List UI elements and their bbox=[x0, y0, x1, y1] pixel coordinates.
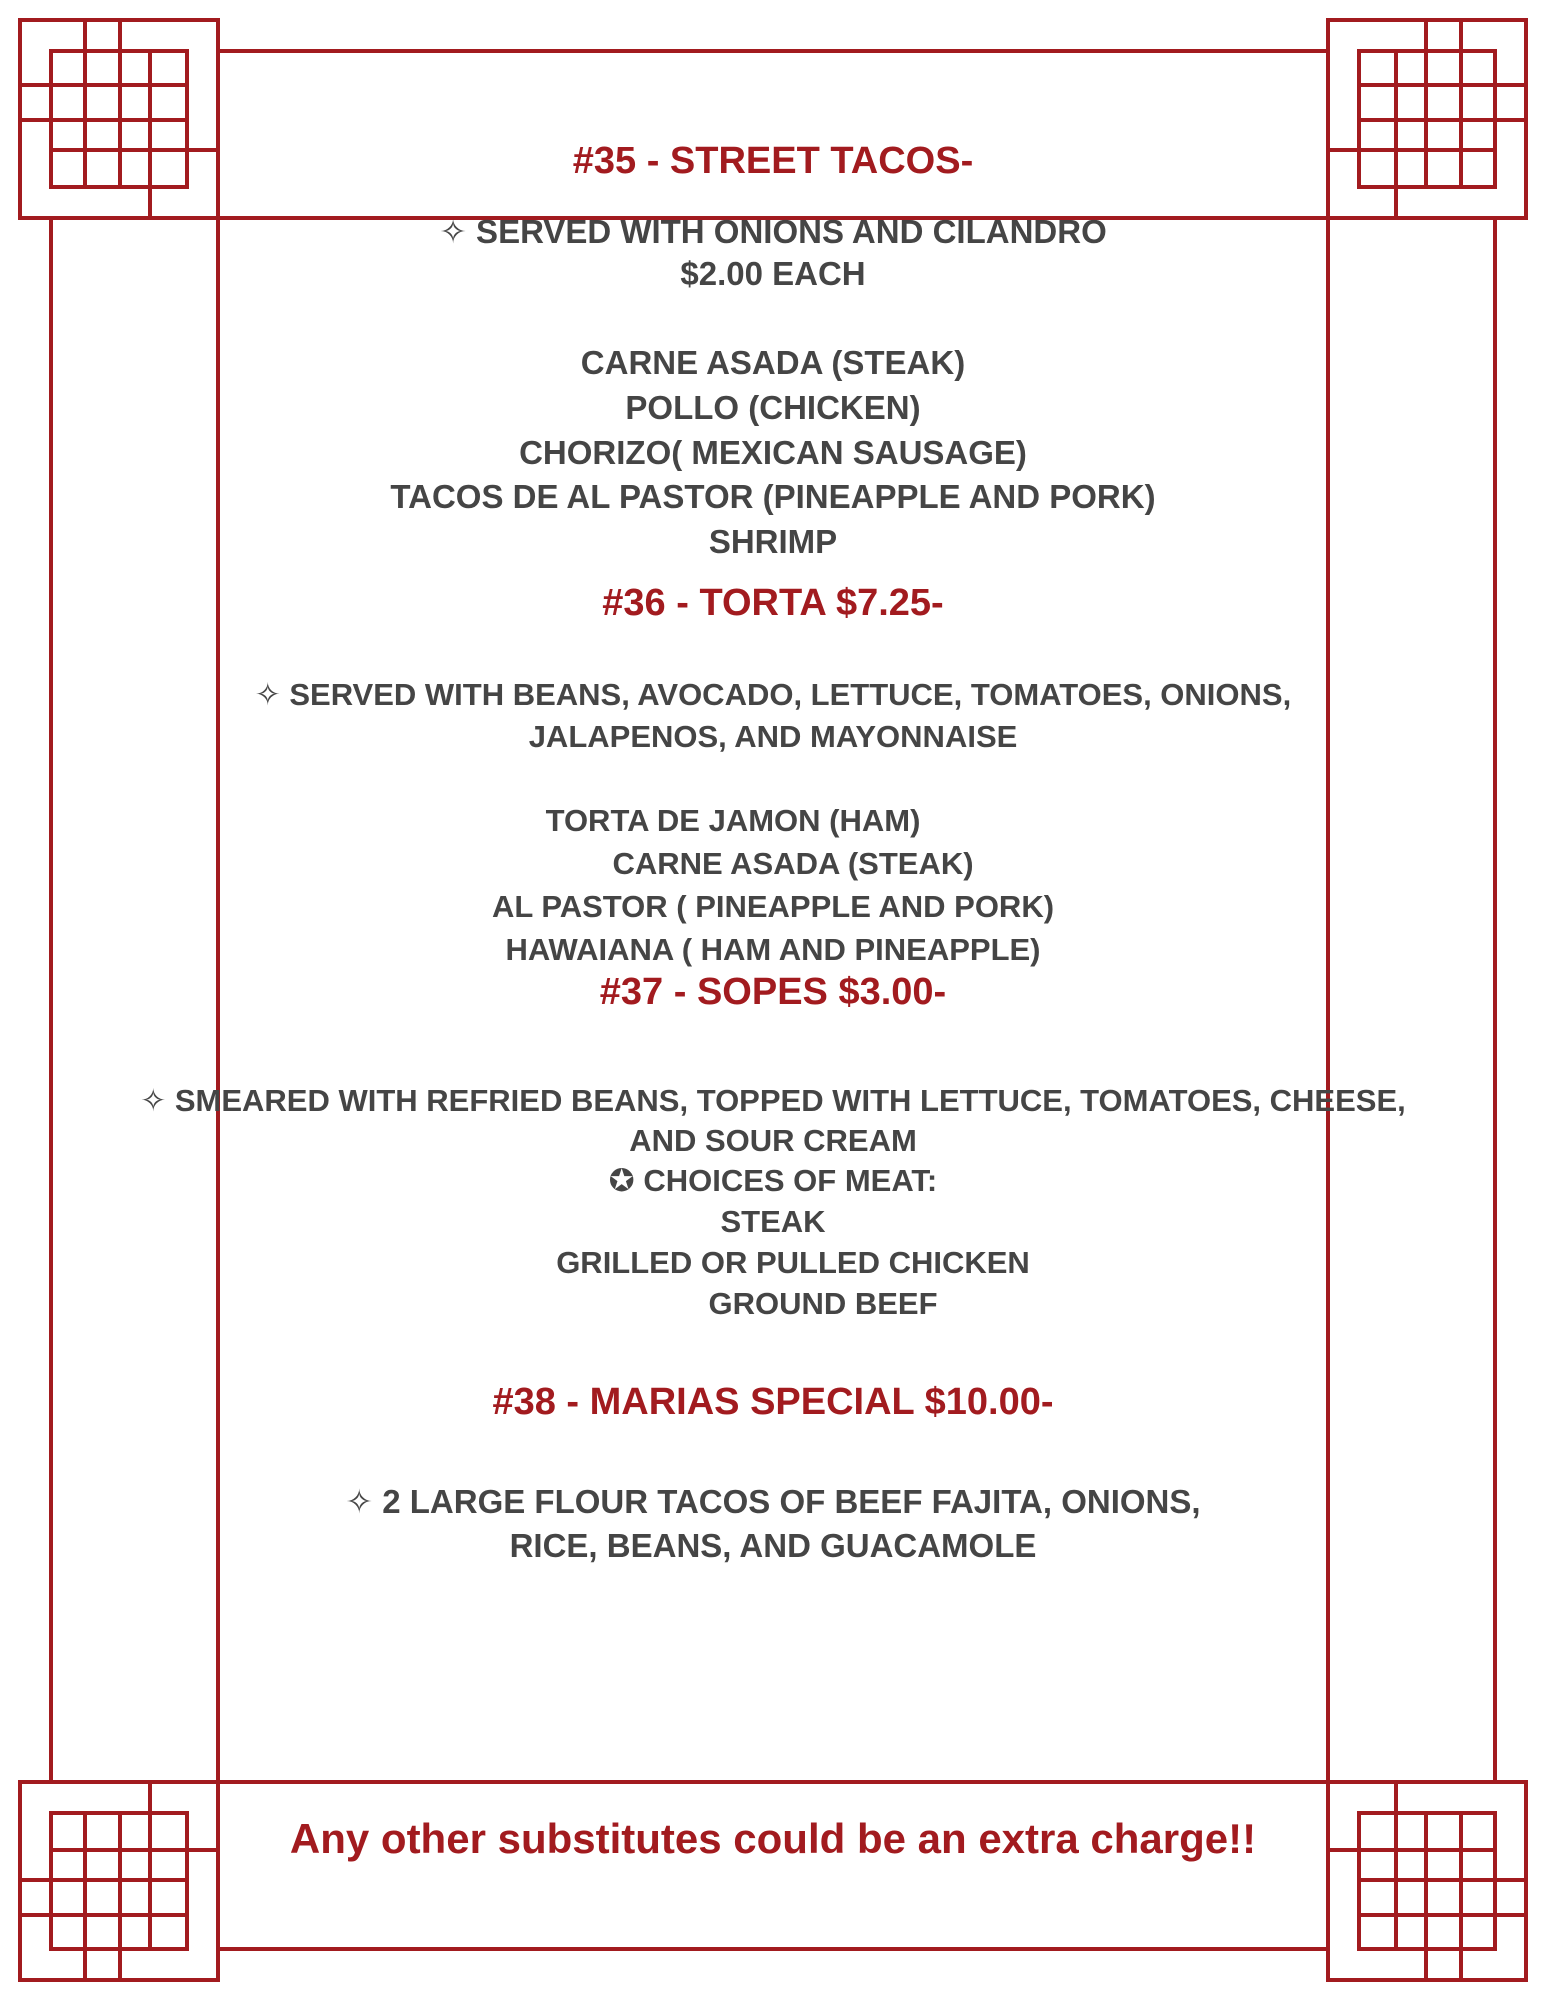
section-description: ✧ SMEARED WITH REFRIED BEANS, TOPPED WITH LETTUCE, TOMATOES, CHEESE, bbox=[140, 1083, 1406, 1118]
menu-item: CARNE ASADA (STEAK) bbox=[580, 344, 966, 381]
section-heading: #38 - MARIAS SPECIAL $10.00- bbox=[492, 1381, 1054, 1423]
menu-item: HAWAIANA ( HAM AND PINEAPPLE) bbox=[505, 932, 1041, 967]
menu-item: POLLO (CHICKEN) bbox=[625, 389, 921, 426]
section-heading: #36 - TORTA $7.25- bbox=[602, 582, 944, 624]
menu-item: CHORIZO( MEXICAN SAUSAGE) bbox=[519, 434, 1027, 471]
menu-item: SHRIMP bbox=[708, 523, 838, 560]
section-description: ✪ CHOICES OF MEAT: bbox=[608, 1163, 938, 1198]
section-description: $2.00 EACH bbox=[680, 255, 866, 292]
footer-note: Any other substitutes could be an extra charge!! bbox=[289, 1815, 1257, 1862]
menu-item: GRILLED OR PULLED CHICKEN bbox=[556, 1245, 1030, 1280]
menu-item: CARNE ASADA (STEAK) bbox=[612, 846, 974, 881]
menu-item: TORTA DE JAMON (HAM) bbox=[545, 803, 921, 838]
section-description: ✧ SERVED WITH BEANS, AVOCADO, LETTUCE, TOMATOES, ONIONS, bbox=[254, 677, 1292, 712]
menu-item: AL PASTOR ( PINEAPPLE AND PORK) bbox=[491, 889, 1055, 924]
menu-item: STEAK bbox=[720, 1204, 826, 1239]
section-heading: #37 - SOPES $3.00- bbox=[599, 971, 947, 1013]
section-description: AND SOUR CREAM bbox=[629, 1123, 917, 1158]
menu-item: TACOS DE AL PASTOR (PINEAPPLE AND PORK) bbox=[390, 478, 1156, 515]
menu-item: GROUND BEEF bbox=[708, 1286, 938, 1321]
section-description: ✧ 2 LARGE FLOUR TACOS OF BEEF FAJITA, ONIONS, bbox=[345, 1483, 1201, 1520]
section-description: JALAPENOS, AND MAYONNAISE bbox=[528, 719, 1018, 754]
section-description: ✧ SERVED WITH ONIONS AND CILANDRO bbox=[439, 213, 1107, 250]
section-heading: #35 - STREET TACOS- bbox=[572, 140, 974, 182]
section-description: RICE, BEANS, AND GUACAMOLE bbox=[509, 1527, 1037, 1564]
